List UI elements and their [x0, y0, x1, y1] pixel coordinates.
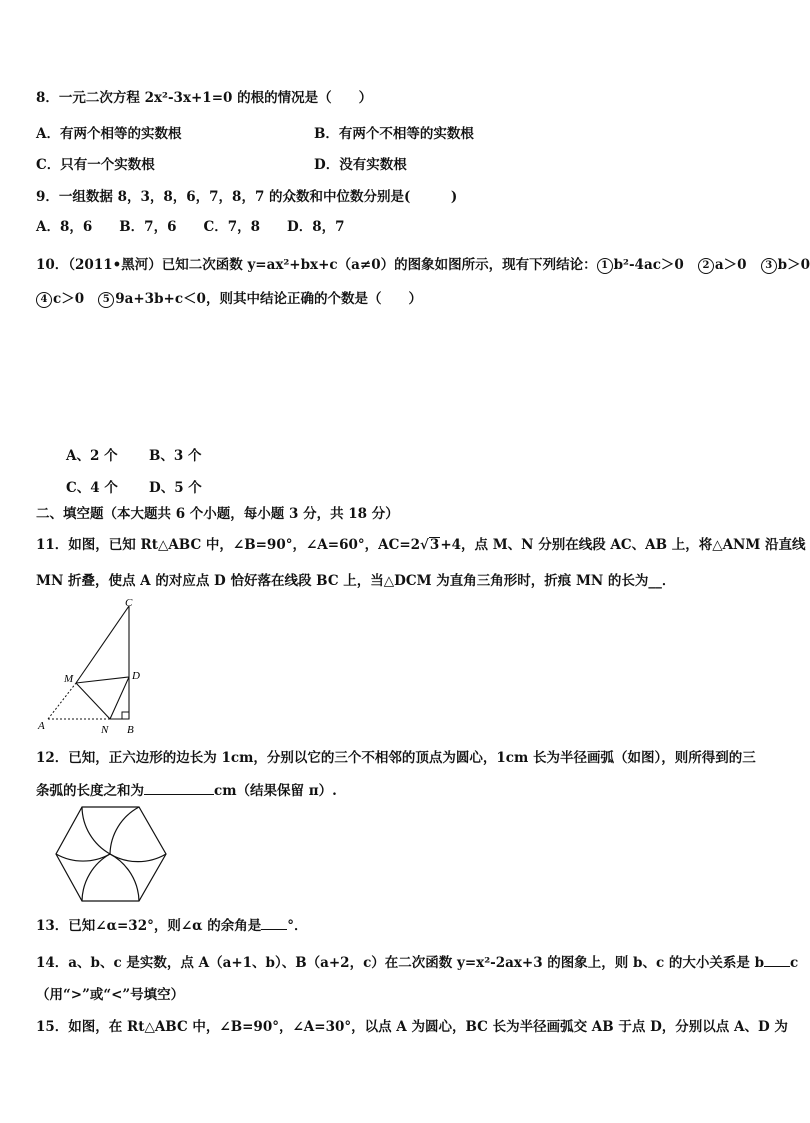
q10-option-a: A、2 个	[66, 448, 118, 464]
q11-triangle-figure	[30, 594, 150, 740]
q14-line1-pre: 14．a、b、c 是实数，点 A（a+1、b）、B（a+2，c）在二次函数 y=x²-2ax+3 的图象上，则 b、c 的大小关系是 b	[36, 955, 765, 971]
q10-conclusion-5: 9a+3b+c＜0，则其中结论正确的个数是（ ）	[115, 291, 422, 307]
q14-line1-post: c	[790, 955, 799, 971]
sqrt-sign: √	[420, 537, 429, 553]
segment-nd	[110, 677, 129, 719]
q11-sqrt-value: 3	[429, 537, 440, 553]
q8-option-b: B．有两个不相等的实数根	[314, 126, 474, 142]
q13	[36, 915, 308, 935]
q14-answer-blank[interactable]	[764, 952, 790, 967]
q13-pre: 13．已知∠α=32°，则∠α 的余角是	[36, 918, 262, 934]
right-angle-mark	[122, 712, 129, 719]
q8-option-d: D．没有实数根	[314, 157, 407, 173]
q10-num-5: 5	[98, 292, 114, 308]
q8-stem: 8．一元二次方程 2x²-3x+1=0 的根的情况是（ ）	[36, 90, 373, 106]
q10-num-4: 4	[36, 292, 52, 308]
q12-line1: 12．已知，正六边形的边长为 1cm，分别以它的三个不相邻的顶点为圆心，1cm 长为半径画弧（如图），则所得到的三	[36, 750, 756, 766]
arc-2	[110, 807, 139, 854]
q10-stem-line1	[36, 256, 810, 274]
label-d: D	[132, 670, 140, 682]
q10-conclusion-3: b＞0	[777, 257, 810, 273]
q14-line2: （用“>”或“<”号填空）	[36, 987, 185, 1003]
label-a: A	[38, 720, 45, 732]
q12-line2-post: cm（结果保留 π）.	[214, 783, 337, 799]
q10-stem-line2	[36, 290, 422, 308]
segment-md	[76, 677, 129, 683]
q13-post: °．	[287, 918, 308, 934]
label-b: B	[127, 724, 134, 736]
q10-num-3: 3	[761, 258, 777, 274]
segment-am-dashed	[48, 683, 76, 719]
q11-line1	[36, 536, 806, 554]
q10-conclusion-1: b²-4ac＞0	[613, 257, 684, 273]
section-fill-in-title: 二、填空题（本大题共 6 个小题，每小题 3 分，共 18 分）	[36, 506, 399, 522]
q14-line1	[36, 952, 798, 972]
q10-stem-text: 10．（2011•黑河）已知二次函数 y=ax²+bx+c（a≠0）的图象如图所示，现有下列结论：	[36, 257, 597, 273]
q12-line2	[36, 780, 337, 800]
q11-line1-post: +4，点 M、N 分别在线段 AC、AB 上，将△ANM 沿直线	[440, 537, 806, 553]
q8-option-a: A．有两个相等的实数根	[36, 126, 182, 142]
label-c: C	[125, 597, 133, 609]
q9-stem: 9．一组数据 8，3，8，6，7，8，7 的众数和中位数分别是( )	[36, 189, 458, 205]
q10-option-b: B、3 个	[149, 448, 202, 464]
arc-1	[82, 807, 110, 854]
q8-option-c: C．只有一个实数根	[36, 157, 155, 173]
arc-3	[110, 854, 166, 862]
q11-line1-pre: 11．如图，已知 Rt△ABC 中，∠B=90°，∠A=60°，AC=2	[36, 537, 421, 553]
q10-conclusion-4: c＞0	[53, 291, 85, 307]
q9-options: A．8，6 B．7，6 C．7，8 D．8，7	[36, 219, 345, 235]
label-m: M	[64, 673, 74, 685]
q10-num-1: 1	[597, 258, 613, 274]
segment-cm	[76, 606, 129, 683]
q10-conclusion-2: a＞0	[714, 257, 747, 273]
label-n: N	[101, 724, 109, 736]
q10-option-c: C、4 个	[66, 480, 118, 496]
q12-hexagon-figure	[54, 806, 168, 904]
q12-answer-blank[interactable]	[144, 780, 214, 795]
q11-line2: MN 折叠，使点 A 的对应点 D 恰好落在线段 BC 上，当△DCM 为直角三角形时，折痕 MN 的长为__．	[36, 573, 676, 589]
segment-mn	[76, 683, 110, 719]
q13-answer-blank[interactable]	[261, 915, 287, 930]
q15-line1: 15．如图，在 Rt△ABC 中，∠B=90°，∠A=30°，以点 A 为圆心，BC 长为半径画弧交 AB 于点 D，分别以点 A、D 为	[36, 1019, 788, 1035]
q10-num-2: 2	[698, 258, 714, 274]
q10-option-d: D、5 个	[149, 480, 202, 496]
q12-line2-pre: 条弧的长度之和为	[36, 783, 144, 799]
